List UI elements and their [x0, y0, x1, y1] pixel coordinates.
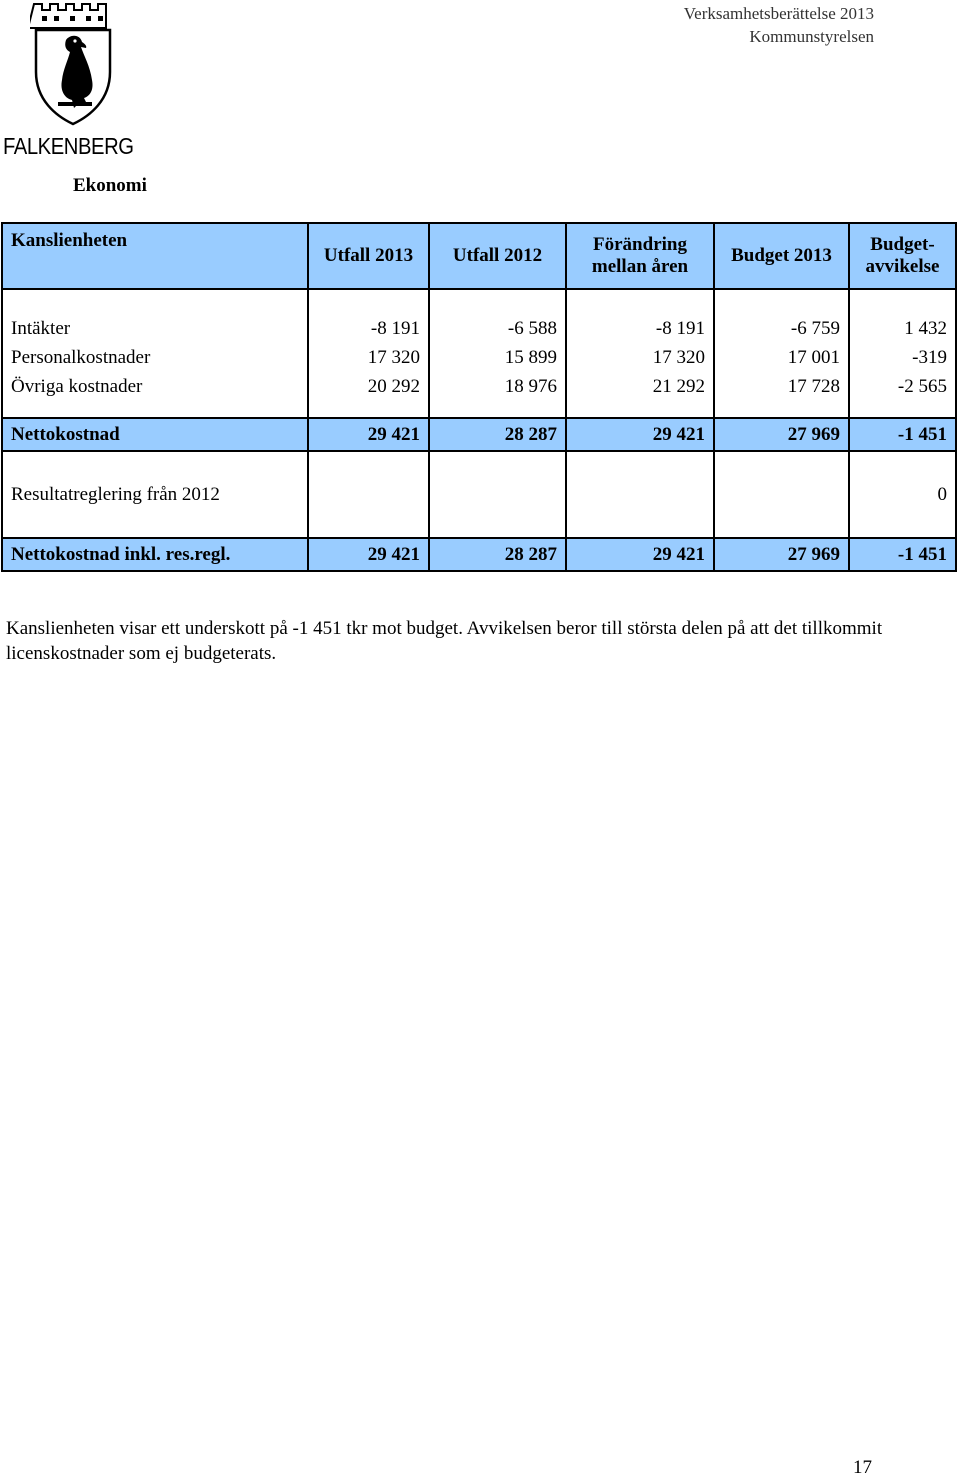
cell-value: 18 976: [429, 372, 566, 401]
cell-value: -1 451: [849, 418, 956, 451]
adjustment-label: Resultatreglering från 2012: [2, 451, 308, 538]
cell-value: 17 001: [714, 343, 849, 372]
cell-value: -6 759: [714, 314, 849, 343]
cell-value: 1 432: [849, 314, 956, 343]
col-header-budgetavvikelse: [849, 223, 956, 289]
unit-name-header: Kanslienheten: [2, 223, 308, 289]
row-label: Personalkostnader: [2, 343, 308, 372]
cell-value: -6 588: [429, 314, 566, 343]
table-row: [2, 372, 956, 401]
cell-value: 15 899: [429, 343, 566, 372]
col-header-utfall-2013: Utfall 2013: [308, 223, 429, 289]
cell-value: -8 191: [566, 314, 714, 343]
cell-value: 21 292: [566, 372, 714, 401]
adjustment-row: [2, 451, 956, 538]
net-cost-row: [2, 418, 956, 451]
col-header-forandring-line1: Förändring: [593, 234, 687, 255]
summary-paragraph: Kanslienheten visar ett underskott på -1 451 tkr mot budget. Avvikelsen beror till största delen på att det tillkommit licenskostnader som ej budgeterats.: [6, 618, 883, 664]
row-label: Intäkter: [2, 314, 308, 343]
section-title: Ekonomi: [73, 175, 147, 196]
table-row: [2, 343, 956, 372]
table-header-row: [2, 223, 956, 289]
committee-name: Kommunstyrelsen: [749, 27, 874, 46]
cell-value: 17 728: [714, 372, 849, 401]
cell-value: 20 292: [308, 372, 429, 401]
cell-value: 29 421: [566, 538, 714, 571]
col-header-budgetavvikelse-line1: Budget-: [870, 234, 935, 255]
budget-table: [1, 222, 957, 572]
cell-value: -1 451: [849, 538, 956, 571]
cell-value: 17 320: [566, 343, 714, 372]
spacer-row: [2, 401, 956, 418]
net-cost-incl-label: Nettokostnad inkl. res.regl.: [2, 538, 308, 571]
falkenberg-coat-of-arms-logo: [30, 0, 116, 126]
col-header-forandring: [566, 223, 714, 289]
col-header-utfall-2012: Utfall 2012: [429, 223, 566, 289]
cell-value: -2 565: [849, 372, 956, 401]
col-header-budgetavvikelse-line2: avvikelse: [865, 256, 940, 277]
col-header-forandring-line2: mellan åren: [591, 256, 689, 277]
cell-value: 17 320: [308, 343, 429, 372]
spacer-row: [2, 289, 956, 314]
col-header-budget-2013: Budget 2013: [714, 223, 849, 289]
cell-value: 29 421: [308, 538, 429, 571]
cell-value: -319: [849, 343, 956, 372]
report-title: Verksamhetsberättelse 2013: [683, 4, 874, 23]
cell-value: 27 969: [714, 418, 849, 451]
cell-value: 29 421: [566, 418, 714, 451]
cell-value: 28 287: [429, 418, 566, 451]
table-row: [2, 314, 956, 343]
net-cost-label: Nettokostnad: [2, 418, 308, 451]
row-label: Övriga kostnader: [2, 372, 308, 401]
cell-value: 27 969: [714, 538, 849, 571]
page-number: 17: [853, 1457, 872, 1478]
brand-wordmark: FALKENBERG: [3, 133, 134, 159]
cell-value: -8 191: [308, 314, 429, 343]
report-header: [684, 2, 874, 48]
net-cost-incl-row: [2, 538, 956, 571]
cell-value: 29 421: [308, 418, 429, 451]
cell-value: 28 287: [429, 538, 566, 571]
adjustment-value: 0: [849, 451, 956, 538]
